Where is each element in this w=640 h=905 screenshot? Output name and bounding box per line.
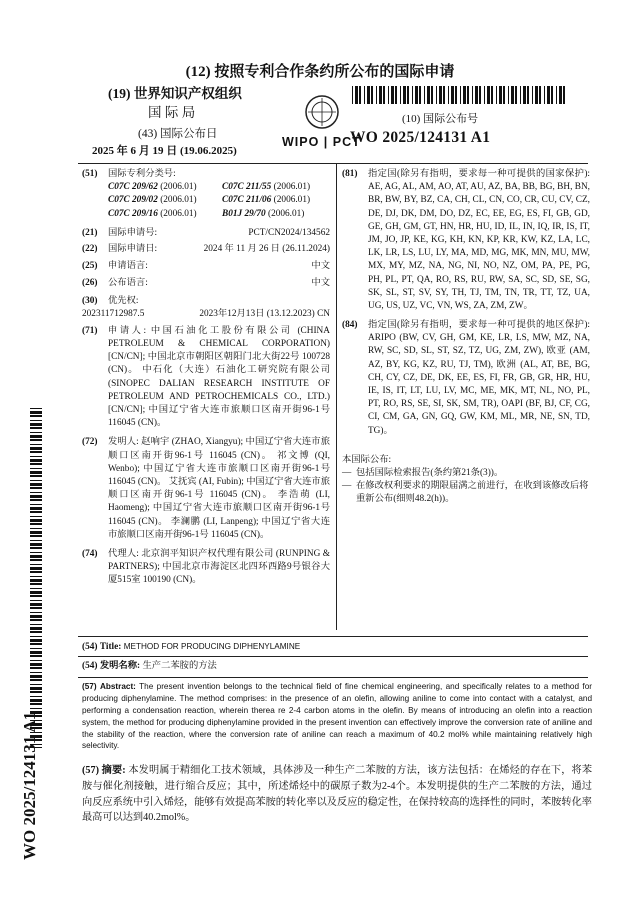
ipc-class-list xyxy=(108,181,330,221)
title-en: (54) Title: METHOD FOR PRODUCING DIPHENYLAMINE xyxy=(82,642,301,652)
vertical-pub-number: WO 2025/124131 A1 xyxy=(20,711,39,860)
field-84-regional: (84) 指定国(除另有指明，要求每一种可提供的地区保护): ARIPO (BW, CV, GH, GM, KE, LR, LS, MW, MZ, NA, RW, SC, SD, SL, ST, SZ, TZ, UG, ZM, ZW), 欧亚 (AM, AZ, BY, KG, KZ, RU, TJ, TM), 欧洲 (AL, AT, BE, BG, CH, CY, CZ, DE, DK, EE, ES, FI, FR, GB, GR, HR, HU, IE, IS, IT, LT, LU, LV, MC, ME, MK, MT, NL, NO, PL, PT, RO, RS, SE, SI, SK, SM, TR), OAPI (BF, BJ, CF, CG, CI, CM, GA, GN, GQ, GW, KM, ML, MR, NE, SN, TD, TG)。 xyxy=(342,320,590,436)
field-51-label: 国际专利分类号: xyxy=(108,169,176,179)
ipc-class: C07C 209/02 (2006.01) xyxy=(108,195,197,206)
ipc-class: C07C 211/06 (2006.01) xyxy=(222,195,311,206)
barcode-icon xyxy=(352,86,568,104)
priority-row: 202311712987.5 2023年12月13日 (13.12.2023) CN xyxy=(82,308,330,319)
ipc-class: C07C 209/16 (2006.01) xyxy=(108,208,197,219)
abstract-en: (57) Abstract: The present invention belongs to the technical field of fine chemical engineering, and specifically relates to a method for producing diphenylamine. The method comprises: in the presence of an olefin, allowing aniline to come into contact with a catalyst, and performing a condensation reaction, wherein therea re 2-4 carbon atoms in the olefin. By means of introducing an olefin into a reaction system, the method for producing diphenylamine provided in the present invention can effectively improve the conversion rate of aniline and the stability of the reaction, where the conversion rate of aniline can reach a maximum of 40.2 mol% while maintaining relatively high selectivity. xyxy=(82,682,592,751)
field-81-designated-states: (81) 指定国(除另有指明，要求每一种可提供的国家保护): AE, AG, AL, AM, AO, AT, AU, AZ, BA, BB, BG, BH, BN, BR, BW, BY, BZ, CA, CH, CL, CN, CO, CR, CU, CV, CZ, DE, DJ, DK, DM, DO, DZ, EC, EE, EG, ES, FI, GB, GD, GE, GH, GM, GT, HN, HR, HU, ID, IL, IN, IQ, IR, IS, IT, JM, JO, JP, KE, KG, KH, KN, KP, KR, KW, KZ, LA, LC, LK, LR, LS, LU, LY, MA, MD, MG, MK, MN, MU, MW, MX, MY, MZ, NA, NG, NI, NO, NZ, OM, PA, PE, PG, PH, PL, PT, QA, RO, RS, RU, RW, SA, SC, SD, SE, SG, SK, SL, ST, SV, SY, TH, TJ, TM, TN, TR, TT, TZ, UA, UG, US, UZ, VC, VN, WS, ZA, ZM, ZW。 xyxy=(342,169,590,311)
published-section xyxy=(342,454,590,507)
section-rule xyxy=(78,656,588,657)
application-number: PCT/CN2024/134562 xyxy=(248,227,330,238)
org-line-2: 国 际 局 xyxy=(148,105,196,121)
pub-date: 2025 年 6 月 19 日 (19.06.2025) xyxy=(92,145,237,157)
field-74-agent: (74) 代理人: 北京润平知识产权代理有限公司 (RUNPING & PARTNERS); 中国北京市海淀区北四环西路9号银谷大厦515室 100190 (CN)。 xyxy=(82,548,330,586)
filing-date: 2024 年 11 月 26 日 (26.11.2024) xyxy=(203,243,330,254)
title-cn: (54) 发明名称: 生产二苯胺的方法 xyxy=(82,661,217,671)
wipo-pct-logo: WIPO | PCT xyxy=(282,135,361,149)
field-21: (21) 国际申请号: PCT/CN2024/134562 xyxy=(82,227,330,240)
wipo-emblem-icon xyxy=(304,94,340,130)
left-column xyxy=(82,168,330,590)
field-72-inventors: (72) 发明人: 赵响宇 (ZHAO, Xiangyu); 中国辽宁省大连市旅顺口区南开街96-1号 116045 (CN)。 祁文博 (QI, Wenbo); 中国辽宁省大连市旅顺口区南开街96-1号 116045 (CN)。 艾抚宾 (AI, Fubin); 中国辽宁省大连市旅顺口区南开街96-1号 116045 (CN)。 李浩萌 (LI, Haomeng); 中国辽宁省大连市旅顺口区南开街96-1号 116045 (CN)。 李澜鹏 (LI, Lanpeng); 中国辽宁省大连市旅顺口区南开街96-1号 116045 (CN)。 xyxy=(82,437,330,540)
abstract-cn: (57) 摘要: 本发明属于精细化工技术领域，具体涉及一种生产二苯胺的方法，该方法包括：在烯烃的存在下，将苯胺与催化剂接触，进行缩合反应；其中，所述烯烃中的碳原子数为2-4个。本发明提供的生产二苯胺的方法，通过向反应系统中引入烯烃，能够有效提高苯胺的转化率以及反应的稳定性，在保持较高的选择性的同时，苯胺转化率最高可以达到40.2mol%。 xyxy=(82,765,593,824)
published-item: — 在修改权利要求的期限届满之前进行，在收到该修改后将重新公布(细则48.2(h))。 xyxy=(342,480,590,506)
field-22: (22) 国际申请日: 2024 年 11 月 26 日 (26.11.2024) xyxy=(82,243,330,256)
pub-date-label: (43) 国际公布日 xyxy=(138,128,218,140)
right-column xyxy=(342,168,590,507)
field-25: (25) 申请语言: 中文 xyxy=(82,261,330,272)
ipc-class: B01J 29/70 (2006.01) xyxy=(222,208,305,219)
header-rule xyxy=(78,163,588,164)
published-label: 本国际公布: xyxy=(342,454,392,465)
field-71-applicant: (71) 申请人: 中国石油化工股份有限公司 (CHINA PETROLEUM & CHEMICAL CORPORATION) [CN/CN]; 中国北京市朝阳区朝阳门北大街22号 100728 (CN)。 中石化（大连）石油化工研究院有限公司 (SINOPEC DALIAN RESEARCH INSTITUTE OF PETROLEUM AND PETROCHEMICALS CO., LTD.) [CN/CN]; 中国辽宁省大连市旅顺口区南开街96-1号 116045 (CN)。 xyxy=(82,325,330,429)
pub-number-label: (10) 国际公布号 xyxy=(402,113,479,125)
column-divider xyxy=(336,164,337,630)
side-barcode-icon xyxy=(30,408,42,748)
ipc-class: C07C 209/62 (2006.01) xyxy=(108,182,197,193)
section-rule xyxy=(78,636,588,637)
ipc-class: C07C 211/55 (2006.01) xyxy=(222,182,311,193)
pub-number: WO 2025/124131 A1 xyxy=(350,129,491,146)
document-title: (12) 按照专利合作条约所公布的国际申请 xyxy=(185,64,455,80)
office-name xyxy=(108,84,288,122)
field-26: (26) 公布语言: 中文 xyxy=(82,278,330,289)
section-rule xyxy=(78,677,588,678)
org-line-1: (19) 世界知识产权组织 xyxy=(108,86,242,101)
published-item: — 包括国际检索报告(条约第21条(3))。 xyxy=(342,467,590,480)
field-51: (51) 国际专利分类号: C07C 209/62 (2006.01) C07C 211/55 (2006.01) C07C 209/02 (2006.01) C07C 211/06 (2006.01) C07C 209/16 (2006.01) B01J 29/70 (2006.01) xyxy=(82,168,330,221)
field-30: (30) 优先权: 202311712987.5 2023年12月13日 (13.12.2023) CN xyxy=(82,295,330,321)
